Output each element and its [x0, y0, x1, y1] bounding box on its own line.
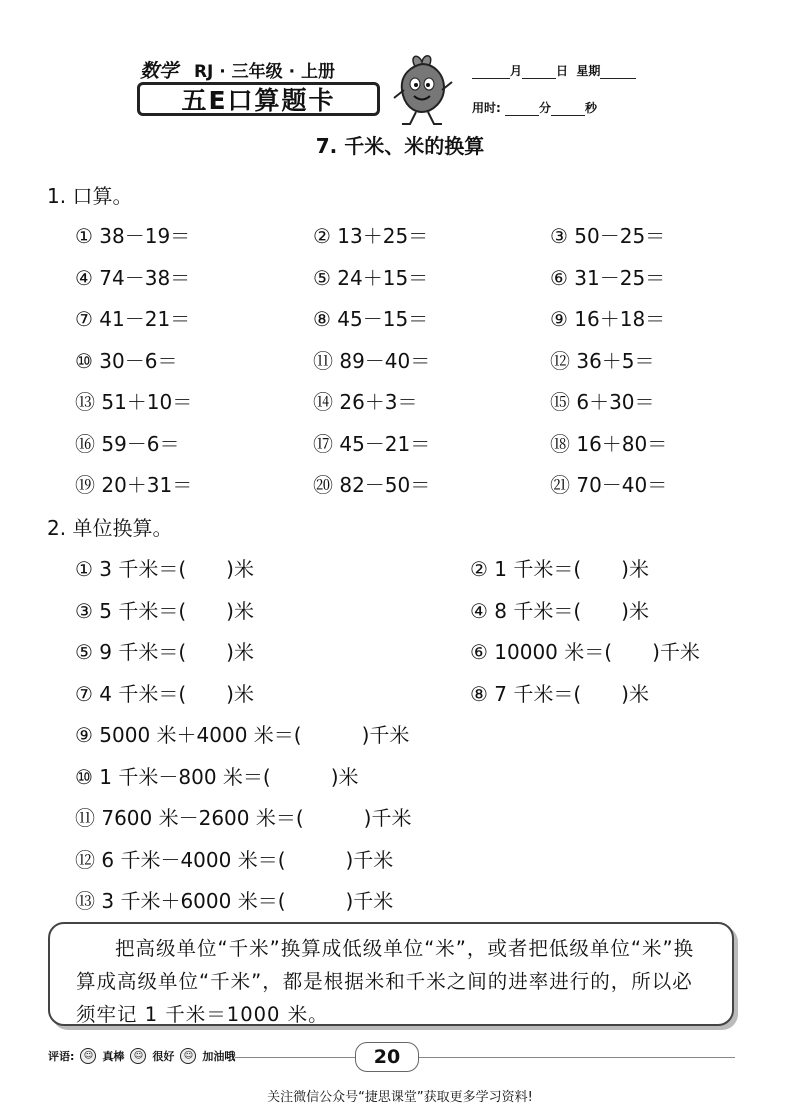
smile-face-icon[interactable]: ☺	[130, 1048, 146, 1064]
thumbs-face-icon[interactable]: ☺	[80, 1048, 96, 1064]
oral-problem: ④ 74－38＝	[75, 265, 191, 290]
promo-text: 关注微信公众号“捷思课堂”获取更多学习资料!	[267, 1090, 533, 1105]
day-blank[interactable]	[522, 78, 556, 79]
conversion-problem: ⑬ 3 千米＋6000 米＝( )千米	[75, 889, 394, 913]
oral-problem: ⑯ 59－6＝	[75, 431, 180, 456]
oral-problem: ① 38－19＝	[75, 224, 191, 248]
oral-problem: ⑥ 31－25＝	[550, 265, 666, 290]
oral-problem: ⑤ 24＋15＝	[313, 265, 429, 290]
conversion-problem: ③ 5 千米＝( )米	[75, 598, 254, 623]
oral-problem: ⑬ 51＋10＝	[75, 390, 193, 414]
conversion-problem: ② 1 千米＝( )米	[470, 557, 649, 581]
page-number-badge	[355, 1042, 419, 1072]
time-label: 用时:	[472, 101, 501, 115]
week-label: 星期	[576, 64, 601, 78]
oral-problem: ⑭ 26＋3＝	[313, 390, 418, 414]
edition-label: RJ · 三年级 · 上册	[193, 62, 335, 82]
tip-box	[48, 922, 734, 1026]
week-blank[interactable]	[600, 78, 636, 79]
series-banner	[137, 82, 380, 116]
oral-problem: ② 13＋25＝	[313, 224, 429, 248]
oral-problem: ⑮ 6＋30＝	[550, 390, 655, 414]
second-blank[interactable]	[551, 115, 585, 116]
second-label: 秒	[585, 101, 598, 115]
conversion-problem: ⑧ 7 千米＝( )米	[470, 681, 649, 706]
oral-problem: ⑩ 30－6＝	[75, 348, 178, 373]
subject-label: 数学	[140, 60, 179, 82]
rating-good: 很好	[152, 1050, 175, 1063]
minute-blank[interactable]	[505, 115, 539, 116]
conversion-problem: ⑩ 1 千米－800 米＝( )米	[75, 764, 359, 789]
page-number: 20	[373, 1046, 401, 1068]
oral-problem: ⑰ 45－21＝	[313, 431, 431, 456]
oral-problem: ⑱ 16＋80＝	[550, 431, 668, 456]
series-title: 五E口算题卡	[181, 86, 336, 115]
oral-problem: ③ 50－25＝	[550, 224, 666, 248]
oral-problem: ⑫ 36＋5＝	[550, 348, 655, 373]
conversion-problem: ⑦ 4 千米＝( )米	[75, 681, 254, 706]
oral-problem: ㉑ 70－40＝	[550, 473, 668, 497]
conversion-problem: ⑨ 5000 米＋4000 米＝( )千米	[75, 723, 410, 747]
mascot-illustration	[388, 50, 458, 128]
conversion-problem: ⑤ 9 千米＝( )米	[75, 640, 254, 664]
rating-label: 评语:	[48, 1050, 75, 1063]
day-label: 日	[556, 64, 569, 78]
section2-heading: 2. 单位换算。	[47, 516, 173, 540]
lesson-title: 7. 千米、米的换算	[315, 134, 485, 158]
oral-problem: ⑪ 89－40＝	[313, 348, 431, 373]
tip-text: 把高级单位“千米”换算成低级单位“米”，或者把低级单位“米”换算成高级单位“千米”，都是根据米和千米之间的进率进行的，所以必须牢记 1 千米＝1000 米。	[76, 937, 695, 1026]
series-line	[140, 56, 335, 83]
minute-label: 分	[539, 101, 552, 115]
conversion-problem: ⑫ 6 千米－4000 米＝( )千米	[75, 847, 394, 872]
rating-great: 真棒	[102, 1050, 125, 1063]
cheer-face-icon[interactable]: ☺	[180, 1048, 196, 1064]
conversion-problem: ⑥ 10000 米＝( )千米	[470, 640, 700, 664]
oral-problem: ⑦ 41－21＝	[75, 307, 191, 331]
oral-problem: ⑨ 16＋18＝	[550, 307, 666, 331]
month-label: 月	[510, 64, 523, 78]
conversion-problem: ① 3 千米＝( )米	[75, 557, 254, 581]
oral-problem: ⑳ 82－50＝	[313, 473, 431, 497]
rating-row	[48, 1048, 235, 1064]
rating-keep-going: 加油哦	[202, 1050, 236, 1063]
section1-heading: 1. 口算。	[47, 184, 133, 208]
conversion-problem: ⑪ 7600 米－2600 米＝( )千米	[75, 806, 412, 830]
oral-problem: ⑧ 45－15＝	[313, 307, 429, 331]
date-line	[472, 62, 636, 79]
conversion-problem: ④ 8 千米＝( )米	[470, 598, 649, 623]
time-line	[472, 99, 597, 116]
oral-problem: ⑲ 20＋31＝	[75, 473, 193, 497]
month-blank[interactable]	[472, 78, 510, 79]
footer-divider	[235, 1057, 735, 1058]
